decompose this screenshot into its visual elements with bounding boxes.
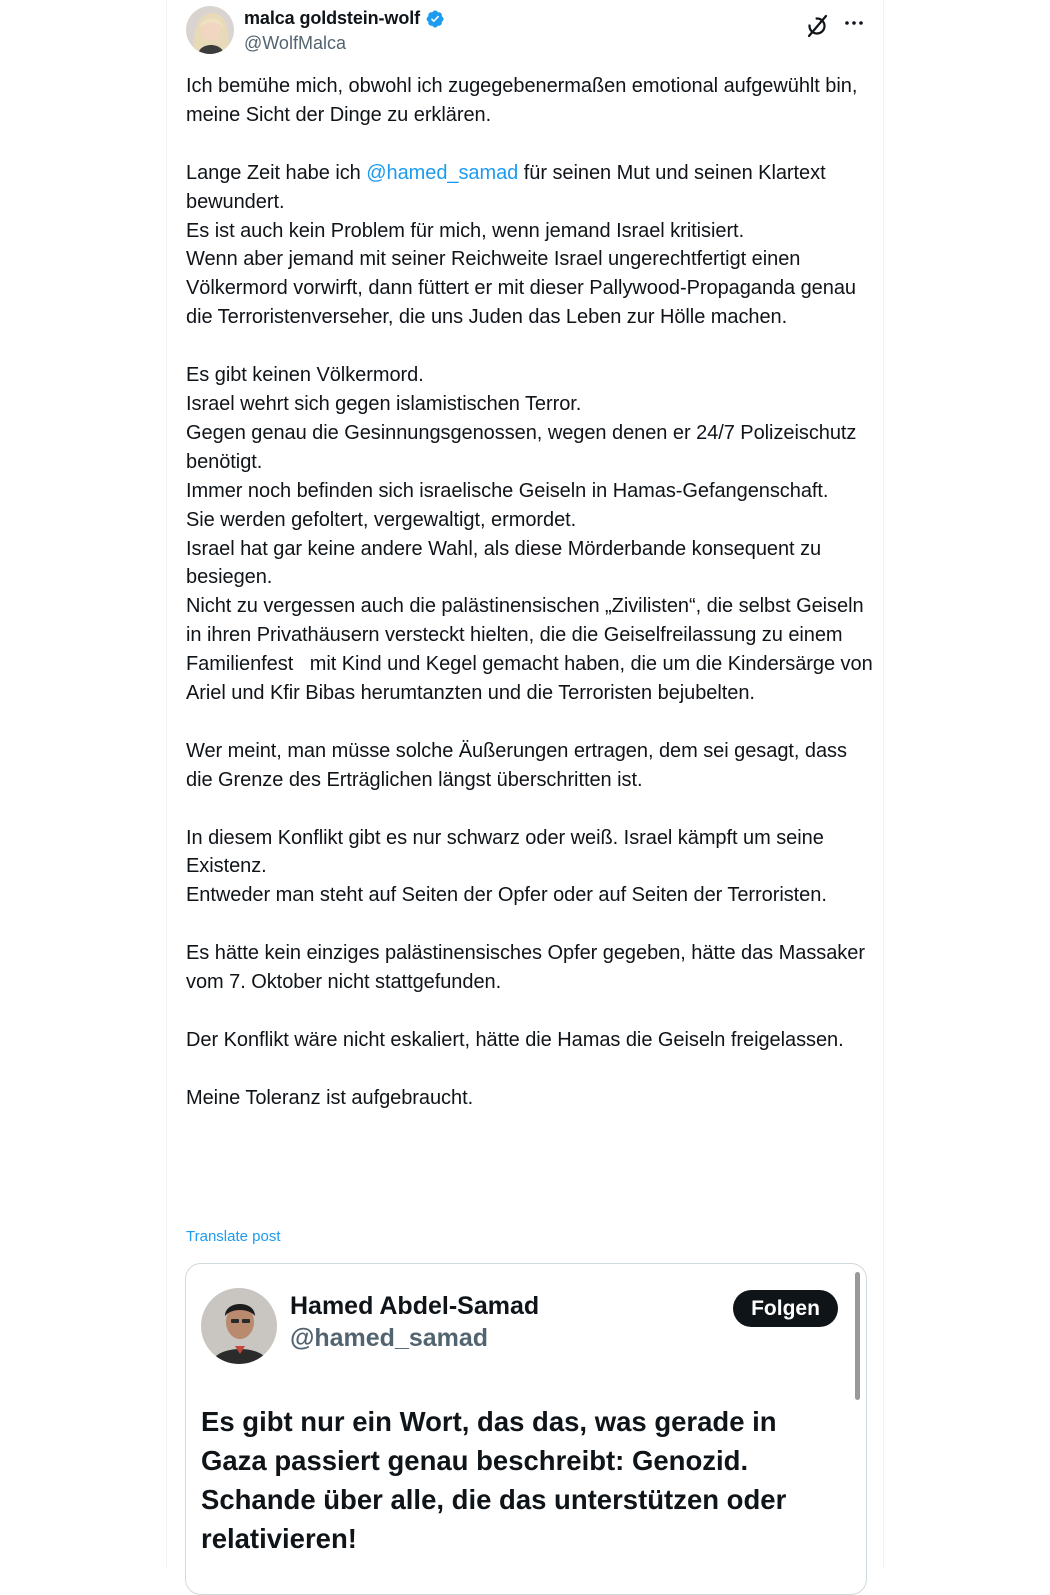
mention-link[interactable]: @hamed_samad	[366, 161, 519, 184]
post-text-part-2: für seinen Mut und seinen Klartext bewundert. Es ist auch kein Problem für mich, wenn jemand Israel kritisiert. Wenn aber jemand mit seiner Reichweite Israel ungerechtfertigt einen Völkermord vorwirft, dann füttert er mit dieser Pallywood-Propaganda genau die Terroristenverseher, die uns Juden das Leben zur Hölle machen. Es gibt keinen Völkermord. Israel wehrt sich gegen islamistischen Terror. Gegen genau die Gesinnungsgenossen, wegen denen er 24/7 Polizeischutz benötigt. Immer noch befinden sich israelische Geiseln in Hamas-Gefangenschaft. Sie werden gefoltert, vergewaltigt, ermordet. Israel hat gar keine andere Wahl, als diese Mörderbande konsequent zu besiegen. Nicht zu vergessen auch die palästinensischen „Zivilisten“, die selbst Geiseln in ihren Privathäusern versteckt hielten, die die Geiselfreilassung zu einem Familienfest mit Kind und Kegel gemacht haben, die um die Kindersärge von Ariel und Kfir Bibas herumtanzten und die Terroristen bejubelten. Wer meint, man müsse solche Äußerungen ertragen, dem sei gesagt, dass die Grenze des Erträglichen längst überschritten ist. In diesem Konflikt gibt es nur schwarz oder weiß. Israel kämpft um seine Existenz. Entweder man steht auf Seiten der Opfer oder auf Seiten der Terroristen. Es hätte kein einziges palästinensisches Opfer gegeben, hätte das Massaker vom 7. Oktober nicht stattgefunden. Der Konflikt wäre nicht eskaliert, hätte die Hamas die Geiseln freigelassen. Meine Toleranz ist aufgebraucht.	[186, 161, 873, 1109]
embedded-scrollbar	[855, 1272, 860, 1400]
author-avatar[interactable]	[186, 6, 234, 54]
embedded-author-name: Hamed Abdel-Samad	[290, 1292, 540, 1320]
grok-icon[interactable]	[805, 12, 831, 38]
embedded-author-avatar	[201, 1288, 277, 1364]
embedded-author-handle: @hamed_samad	[290, 1324, 489, 1352]
post-card	[166, 0, 884, 1568]
post-text	[186, 72, 876, 1113]
translate-post-link[interactable]: Translate post	[186, 1228, 281, 1245]
more-options-icon[interactable]	[841, 12, 867, 38]
author-name[interactable]: malca goldstein-wolf	[244, 8, 421, 28]
verified-badge-icon	[425, 9, 445, 29]
post-text-part-1: Ich bemühe mich, obwohl ich zugegebenermaßen emotional aufgewühlt bin, meine Sicht der Dinge zu erklären. Lange Zeit habe ich	[186, 75, 858, 184]
author-name-row	[244, 8, 445, 29]
follow-button: Folgen	[733, 1290, 838, 1327]
embedded-post-text: Es gibt nur ein Wort, das das, was gerade in Gaza passiert genau beschreibt: Genozid. Schande über alle, die das unterstützen oder relativieren!	[201, 1406, 787, 1554]
embedded-post-image[interactable]	[185, 1263, 867, 1595]
author-handle[interactable]: @WolfMalca	[244, 33, 346, 53]
